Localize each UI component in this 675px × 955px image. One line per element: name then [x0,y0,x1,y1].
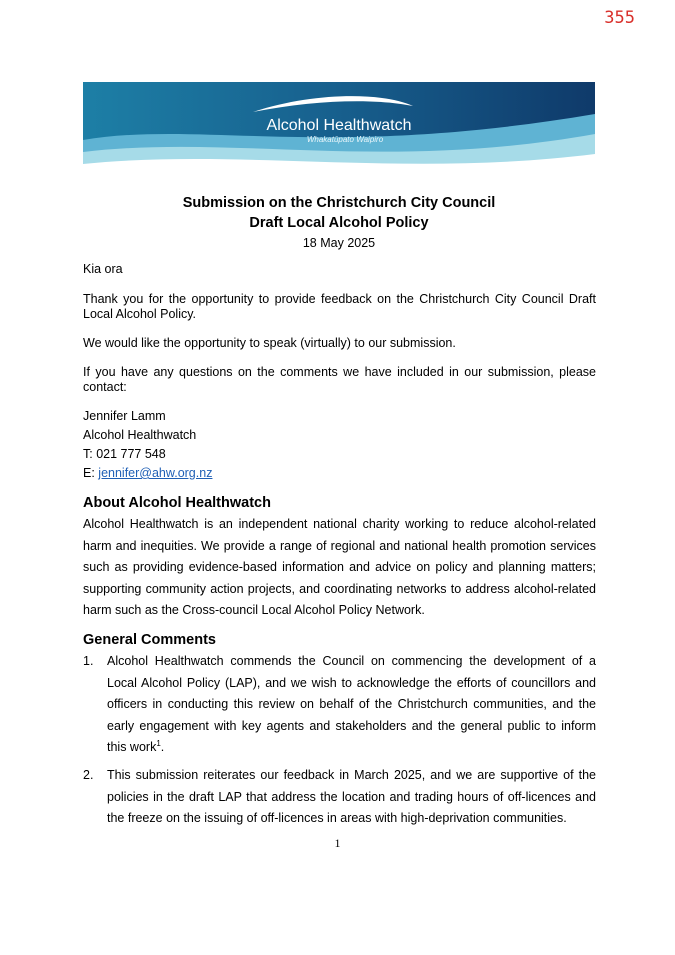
page-stamp: 355 [604,8,635,28]
list-item [83,651,596,759]
document-title-block [83,193,595,252]
list-item-text: This submission reiterates our feedback in March 2025, and we are supportive of the policies in the draft LAP that address the location and trading hours of off-licences and the freeze on the issuing of off-licences in areas with high-deprivation communities. [107,767,596,826]
about-heading: About Alcohol Healthwatch [83,495,271,511]
footnote-reference[interactable]: 1 [156,739,161,749]
contact-request-paragraph: If you have any questions on the comments we have included in our submission, please contact: [83,365,596,394]
contact-phone: T: 021 777 548 [83,447,166,461]
list-item-number: 1. [83,653,94,668]
banner-graphic [83,82,595,178]
list-item-end: . [160,740,165,755]
list-item [83,765,596,830]
contact-name: Jennifer Lamm [83,409,166,423]
document-title-line-2: Draft Local Alcohol Policy [249,215,429,231]
contact-email-link[interactable]: jennifer@ahw.org.nz [98,466,213,480]
banner-subtitle: Whakatūpato Waipiro [306,135,384,144]
banner-title: Alcohol Healthwatch [266,117,412,134]
contact-email-prefix: E: [83,466,99,480]
contact-organisation: Alcohol Healthwatch [83,428,197,442]
contact-email-line [83,464,596,483]
speak-paragraph: We would like the opportunity to speak (virtually) to our submission. [83,336,456,350]
general-comments-heading: General Comments [83,631,216,648]
document-date: 18 May 2025 [302,236,376,250]
intro-paragraph: Thank you for the opportunity to provide feedback on the Christchurch City Council Draft Local Alcohol Policy. [83,292,596,321]
about-paragraph: Alcohol Healthwatch is an independent national charity working to reduce alcohol-related harm and inequities. We provide a range of regional and national health promotion services such as providing evidence-based information and advice on policy and planning matters; supporting community action projects, and coordinating networks to address alcohol-related harm such as the Cross-council Local Alcohol Policy Network. [83,517,596,618]
header-banner [83,82,595,178]
document-title-line-1: Submission on the Christchurch City Council [182,195,496,211]
contact-block [83,407,596,483]
general-comments-list [83,651,596,830]
greeting: Kia ora [83,262,123,276]
list-item-text: Alcohol Healthwatch commends the Council on commencing the development of a Local Alcohol Policy (LAP), and we wish to acknowledge the efforts of councillors and officers in conducting this review on behalf of the Christchurch communities, and the early engagement with key agents and stakeholders and the general public to inform this work [107,653,596,755]
document-body [83,262,596,830]
page-number: 1 [334,836,341,850]
list-item-number: 2. [83,767,94,782]
